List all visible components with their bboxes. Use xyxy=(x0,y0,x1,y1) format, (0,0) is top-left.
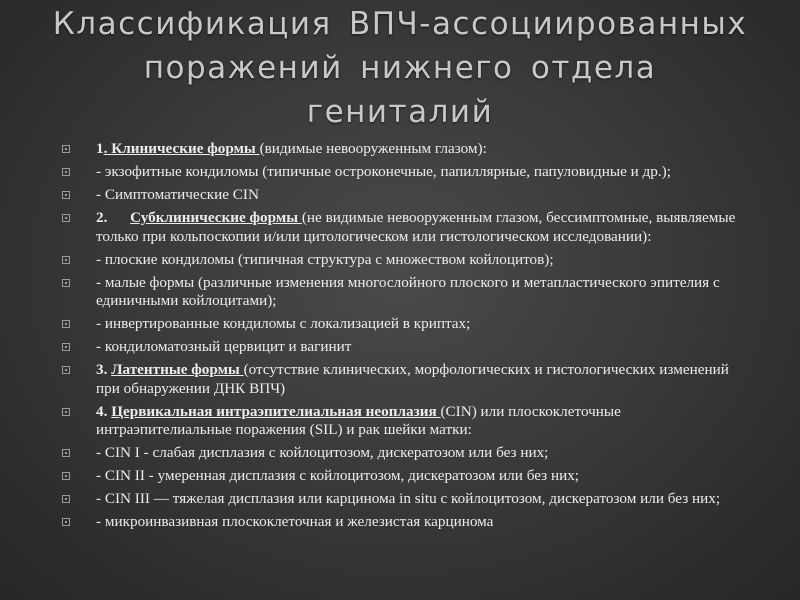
square-bullet-icon xyxy=(62,518,70,526)
item-text: - кондиломатозный цервицит и вагинит xyxy=(96,338,352,355)
square-bullet-icon xyxy=(62,168,70,176)
square-bullet-icon xyxy=(62,279,70,287)
item-number: 1 xyxy=(96,140,104,157)
list-item xyxy=(62,251,752,270)
title-line-2: поражений нижнего отдела xyxy=(143,50,657,86)
slide-title xyxy=(20,2,780,134)
square-bullet-icon xyxy=(62,343,70,351)
item-text: - микроинвазивная плоскоклеточная и железистая карцинома xyxy=(96,513,494,530)
list-item xyxy=(62,490,752,509)
item-text: - малые формы (различные изменения многослойного плоского и метапластического эпителия с единичными койлоцитами); xyxy=(96,273,720,309)
list-item xyxy=(62,338,752,357)
square-bullet-icon xyxy=(62,145,70,153)
list-item xyxy=(62,140,752,159)
square-bullet-icon xyxy=(62,214,70,222)
item-text: - инвертированные кондиломы с локализацией в криптах; xyxy=(96,315,471,332)
square-bullet-icon xyxy=(62,472,70,480)
square-bullet-icon xyxy=(62,256,70,264)
list-item xyxy=(62,513,752,532)
item-number: 2. xyxy=(96,209,131,226)
item-text: - CIN I - слабая дисплазия с койлоцитозом, дискератозом или без них; xyxy=(96,444,549,461)
square-bullet-icon xyxy=(62,320,70,328)
list-item xyxy=(62,274,752,311)
item-text: - экзофитные кондиломы (типичные остроконечные, папиллярные, папуловидные и др.); xyxy=(96,163,671,180)
list-item xyxy=(62,361,752,398)
title-line-3: гениталий xyxy=(306,94,494,130)
item-heading: Латентные формы xyxy=(111,361,244,378)
list-item xyxy=(62,467,752,486)
square-bullet-icon xyxy=(62,366,70,374)
list-item xyxy=(62,315,752,334)
item-number: 3. xyxy=(96,361,112,378)
square-bullet-icon xyxy=(62,449,70,457)
square-bullet-icon xyxy=(62,408,70,416)
item-number: 4. xyxy=(96,402,112,420)
item-heading: Цервикальная интраэпителиальная неоплазия xyxy=(111,402,441,420)
list-item xyxy=(62,403,752,440)
item-text: - плоские кондиломы (типичная структура с множеством койлоцитов); xyxy=(96,250,554,268)
list-item xyxy=(62,209,752,246)
item-text: (CIN) или плоскоклеточные интраэпителиальные поражения (SIL) и рак шейки матки: xyxy=(96,402,621,438)
item-heading: . Клинические формы xyxy=(103,140,260,157)
square-bullet-icon xyxy=(62,191,70,199)
list-item xyxy=(62,163,752,182)
item-heading: Субклинические формы xyxy=(130,209,302,226)
content-area xyxy=(62,140,752,536)
bullet-list xyxy=(62,140,752,532)
item-text: (видимые невооруженным глазом): xyxy=(259,140,487,157)
item-text: (отсутствие клинических, морфологических и гистологических изменений при обнаружении ДНК ВПЧ) xyxy=(96,361,729,397)
title-line-1: Классификация ВПЧ-ассоциированных xyxy=(52,6,748,42)
item-text: - Симптоматические CIN xyxy=(96,186,259,203)
square-bullet-icon xyxy=(62,495,70,503)
item-text: - CIN II - умеренная дисплазия с койлоцитозом, дискератозом или без них; xyxy=(96,467,580,484)
list-item xyxy=(62,186,752,205)
item-text: (не видимые невооруженным глазом, бессимптомные, выявляемые только при кольпоскопии и/или цитологическом или гистологическом исследовании): xyxy=(96,209,736,245)
item-text: - CIN III — тяжелая дисплазия или карцинома in situ с койлоцитозом, дискератозом или без них; xyxy=(96,490,721,507)
list-item xyxy=(62,444,752,463)
